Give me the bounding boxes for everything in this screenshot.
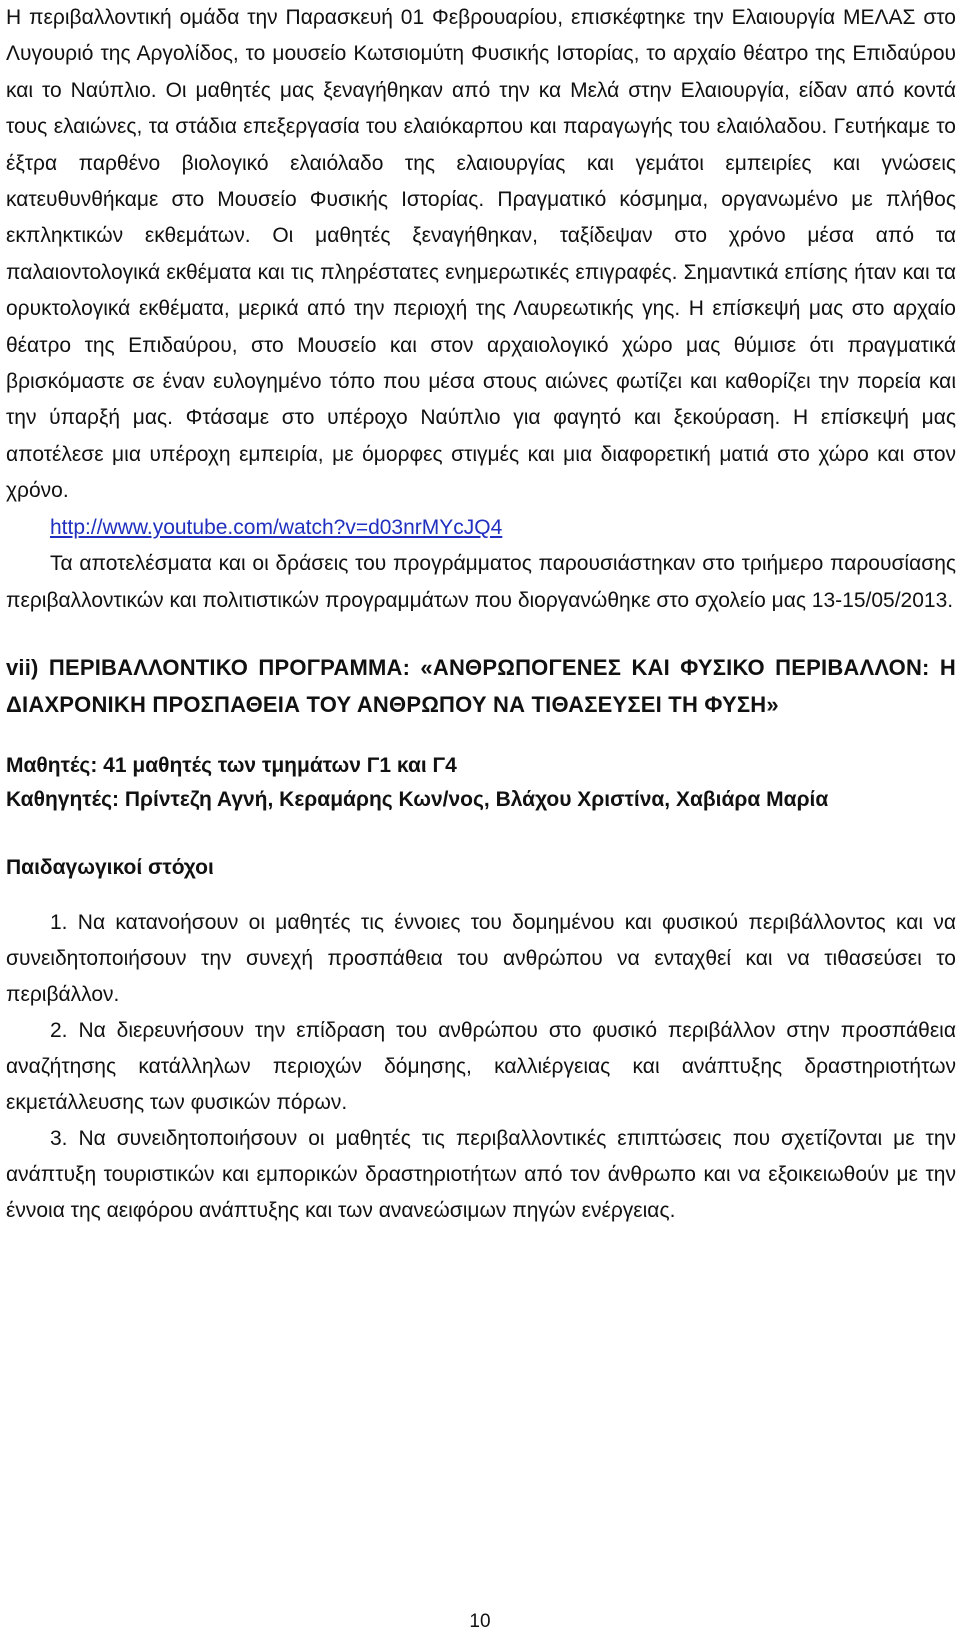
intro-paragraph: Η περιβαλλοντική ομάδα την Παρασκευή 01 Φεβρουαρίου, επισκέφτηκε την Ελαιουργία ΜΕΛΑΣ στο Λυγουριό της Αργολίδος, το μουσείο Κωτσιομύτη Φυσικής Ιστορίας, το αρχαίο θέατρο της Επιδαύρου και το Ναύπλιο. Οι μαθητές μας ξεναγήθηκαν από την κα Μελά στην Ελαιουργία, είδαν από κοντά τους ελαιώνες, τα στάδια επεξεργασία του ελαιόκαρπου και παραγωγής του ελαιόλαδου. Γευτήκαμε το έξτρα παρθένο βιολογικό ελαιόλαδο της ελαιουργίας και γεμάτοι εμπειρίες και γνώσεις κατευθυνθήκαμε στο Μουσείο Φυσικής Ιστορίας. Πραγματικό κόσμημα, οργανωμένο με πλήθος εκπληκτικών εκθεμάτων. Οι μαθητές ξεναγήθηκαν, ταξίδεψαν στο χρόνο μέσα από τα παλαιοντολογικά εκθέματα και τις πληρέστατες ενημερωτικές επιγραφές. Σημαντικά επίσης ήταν και τα ορυκτολογικά εκθέματα, μερικά από την περιοχή της Λαυρεωτικής γης. Η επίσκεψή μας στο αρχαίο θέατρο της Επιδαύρου, στο Μουσείο και στον αρχαιολογικό χώρο μας θύμισε ότι πραγματικά βρισκόμαστε σε έναν ευλογημένο τόπο που μέσα στους αιώνες φωτίζει και καθορίζει την πορεία και την ύπαρξή μας. Φτάσαμε στο υπέροχο Ναύπλιο για φαγητό και ξεκούραση. Η επίσκεψή μας αποτέλεσε μια υπέροχη εμπειρία, με όμορφες στιγμές και μια διαφορετική ματιά στο χώρο και στον χρόνο. (6, 6, 956, 503)
youtube-link[interactable]: http://www.youtube.com/watch?v=d03nrMYcJQ4 (50, 515, 503, 539)
results-text: Τα αποτελέσματα και οι δράσεις του προγράμματος παρουσιάστηκαν στο τριήμερο παρουσίασης περιβαλλοντικών και πολιτιστικών προγραμμάτων που διοργανώθηκε στο σχολείο μας 13-15/05/2013. (6, 552, 956, 612)
teachers-line: Καθηγητές: Πρίντεζη Αγνή, Κεραμάρης Κων/νος, Βλάχου Χριστίνα, Χαβιάρα Μαρία (6, 787, 829, 811)
goals-list (6, 905, 956, 1229)
goal-text: Να κατανοήσουν οι μαθητές τις έννοιες του δομημένου και φυσικού περιβάλλοντος και να συνειδητοποιήσουν την συνεχή προσπάθεια του ανθρώπου να ενταχθεί και να τιθασεύσει το περιβάλλον. (6, 910, 957, 1006)
goal-text: Να διερευνήσουν την επίδραση του ανθρώπου στο φυσικό περιβάλλον στην προσπάθεια αναζήτησης κατάλληλων περιοχών δόμησης, καλλιέργειας και ανάπτυξης δραστηριοτήτων εκμετάλλευσης των φυσικών πόρων. (6, 1018, 956, 1114)
goal-item (6, 905, 956, 1013)
results-paragraph (6, 546, 956, 619)
goal-item (6, 1121, 956, 1229)
goal-text: Να συνειδητοποιήσουν οι μαθητές τις περιβαλλοντικές επιπτώσεις που σχετίζονται με την ανάπτυξη τουριστικών και εμπορικών δραστηριοτήτων από τον άνθρωπο και να εξοικειωθούν με την έννοια της αειφόρου ανάπτυξης και των ανανεώσιμων πηγών ενέργειας. (6, 1126, 956, 1222)
program-heading: vii) ΠΕΡΙΒΑΛΛΟΝΤΙΚΟ ΠΡΟΓΡΑΜΜΑ: «ΑΝΘΡΩΠΟΓΕΝΕΣ ΚΑΙ ΦΥΣΙΚΟ ΠΕΡΙΒΑΛΛΟΝ: Η ΔΙΑΧΡΟΝΙΚΗ ΠΡΟΣΠΑΘΕΙΑ ΤΟΥ ΑΝΘΡΩΠΟΥ ΝΑ ΤΙΘΑΣΕΥΣΕΙ ΤΗ ΦΥΣΗ» (6, 654, 956, 717)
goal-number: 3. (50, 1126, 68, 1150)
video-link-line (6, 510, 956, 546)
page-number: 10 (469, 1611, 491, 1632)
document-page (6, 0, 956, 1229)
goal-number: 1. (50, 910, 68, 934)
goal-number: 2. (50, 1018, 68, 1042)
goal-item (6, 1013, 956, 1121)
goals-title: Παιδαγωγικοί στόχοι (6, 855, 214, 879)
students-line: Μαθητές: 41 μαθητές των τμημάτων Γ1 και Γ4 (6, 753, 457, 777)
